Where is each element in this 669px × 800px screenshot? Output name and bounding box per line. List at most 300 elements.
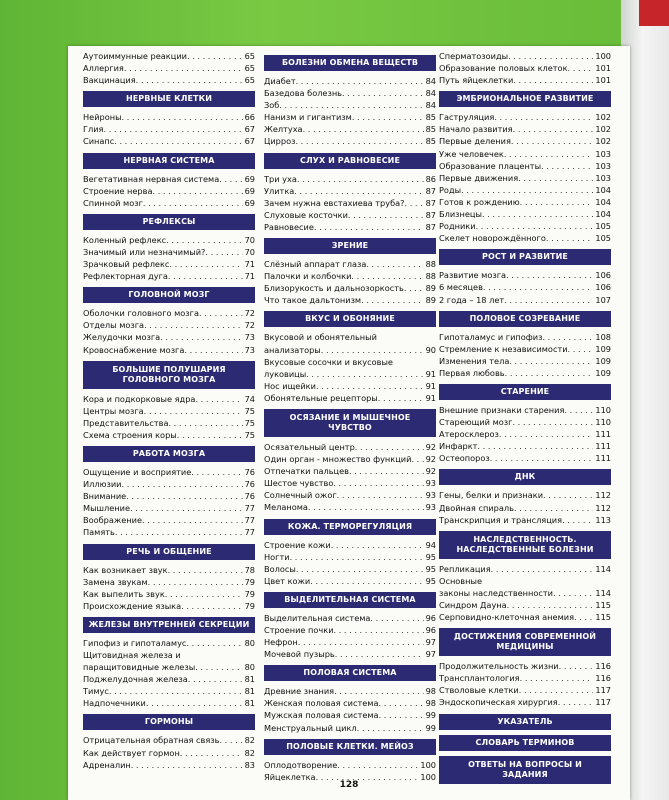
dot-leader [321, 344, 424, 356]
toc-entry[interactable] [83, 514, 255, 526]
toc-page [68, 46, 630, 800]
dot-leader [126, 490, 242, 502]
toc-entry-title: Меланома [264, 502, 308, 513]
toc-entry[interactable] [264, 441, 436, 453]
toc-entry[interactable] [439, 355, 611, 367]
toc-entry[interactable] [439, 172, 611, 184]
toc-entry-page: 95 [425, 563, 436, 574]
toc-entry-page: 90 [425, 344, 436, 355]
toc-entry[interactable] [264, 173, 436, 185]
dot-leader [562, 514, 593, 526]
toc-entry-title: Изменения тела [439, 355, 510, 366]
toc-entry-page: 108 [595, 331, 611, 342]
toc-entry-page: 69 [244, 173, 255, 184]
toc-entry[interactable] [439, 135, 611, 147]
toc-entry-title: Выделительная система [264, 612, 371, 623]
dot-leader [546, 232, 594, 244]
toc-entry-title: луковицы [264, 368, 307, 379]
toc-entry-title: Путь яйцеклетки [439, 75, 514, 86]
toc-entry[interactable] [264, 465, 436, 477]
section-header: СЛОВАРЬ ТЕРМИНОВ [439, 735, 611, 751]
toc-entry[interactable] [264, 685, 436, 697]
toc-entry[interactable] [439, 696, 611, 708]
toc-entry[interactable] [264, 759, 436, 771]
toc-entry-page: 82 [244, 735, 255, 746]
toc-entry-title: Три уха [264, 173, 297, 184]
toc-entry-title: Желудочки мозга [83, 332, 161, 343]
toc-entry[interactable] [439, 611, 611, 623]
toc-entry[interactable] [83, 478, 255, 490]
dot-leader [490, 452, 594, 464]
toc-entry-page: 77 [244, 515, 255, 526]
dot-leader [195, 661, 242, 673]
toc-entry-title: Вкусовой и обонятельный [264, 332, 377, 343]
toc-entry[interactable] [83, 185, 255, 197]
dot-leader [335, 648, 424, 660]
toc-entry[interactable] [83, 759, 255, 771]
toc-entry[interactable] [83, 466, 255, 478]
dot-leader [508, 50, 593, 62]
section-header: ВЫДЕЛИТЕЛЬНАЯ СИСТЕМА [264, 592, 436, 608]
section-header: БОЛЕЗНИ ОБМЕНА ВЕЩЕСТВ [264, 55, 436, 71]
section-header: ГОРМОНЫ [83, 714, 255, 730]
toc-entry-page: 89 [425, 283, 436, 294]
toc-entry[interactable] [264, 135, 436, 147]
toc-entry-title: Цирроз [264, 136, 296, 147]
toc-entry[interactable] [83, 673, 255, 685]
toc-entry-page: 99 [425, 710, 436, 721]
toc-entry-page: 79 [244, 600, 255, 611]
toc-entry[interactable] [264, 87, 436, 99]
toc-entry[interactable] [439, 74, 611, 86]
dot-leader [181, 600, 242, 612]
toc-entry-title: Солнечный ожог [264, 490, 337, 501]
toc-entry-title: Аутоиммунные реакции [83, 51, 187, 61]
dot-leader [294, 185, 423, 197]
section-header: НЕРВНАЯ СИСТЕМА [83, 153, 255, 169]
toc-entry-title: Обонятельные рецепторы [264, 392, 378, 403]
toc-entry[interactable] [83, 173, 255, 185]
toc-entry[interactable] [264, 344, 436, 356]
toc-entry[interactable] [83, 393, 255, 405]
toc-entry[interactable] [439, 269, 611, 281]
toc-entry-page: 92 [425, 454, 436, 465]
toc-entry[interactable] [264, 636, 436, 648]
toc-entry-page: 98 [425, 698, 436, 709]
toc-entry-title: Диабет [264, 76, 296, 86]
toc-entry[interactable] [83, 649, 255, 661]
toc-entry-title: Мочевой пузырь [264, 649, 335, 660]
dot-leader [482, 208, 593, 220]
dot-leader [378, 392, 424, 404]
dot-leader [187, 50, 243, 62]
toc-entry[interactable] [439, 343, 611, 355]
dot-leader [146, 697, 243, 709]
toc-entry-page: 73 [244, 344, 255, 355]
toc-entry[interactable] [264, 185, 436, 197]
dot-leader [166, 234, 242, 246]
toc-entry-title: Близнецы [439, 209, 482, 220]
dot-leader [574, 611, 593, 623]
dot-leader [542, 331, 593, 343]
dot-leader [308, 501, 424, 513]
toc-entry-page: 69 [244, 185, 255, 196]
toc-entry[interactable] [264, 624, 436, 636]
dot-leader [115, 526, 243, 538]
toc-entry-title: Схема строения коры [83, 429, 177, 440]
toc-entry-title: Иллюзии [83, 479, 122, 490]
red-corner-mark [639, 0, 669, 26]
section-header: ВКУС И ОБОНЯНИЕ [264, 311, 436, 327]
dot-leader [148, 576, 243, 588]
toc-entry[interactable] [264, 709, 436, 721]
toc-entry-page: 81 [244, 698, 255, 709]
toc-entry-page: 87 [425, 185, 436, 196]
toc-entry[interactable] [439, 281, 611, 293]
section-header: ГОЛОВНОЙ МОЗГ [83, 287, 255, 303]
toc-entry[interactable] [83, 661, 255, 673]
toc-entry[interactable] [264, 221, 436, 233]
dot-leader [342, 87, 424, 99]
dot-leader [130, 502, 243, 514]
section-header: РЕФЛЕКСЫ [83, 214, 255, 230]
toc-entry[interactable] [83, 123, 255, 135]
toc-entry[interactable] [439, 404, 611, 416]
toc-entry[interactable] [439, 123, 611, 135]
toc-entry[interactable] [264, 392, 436, 404]
toc-entry[interactable] [264, 380, 436, 392]
toc-entry-page: 72 [244, 320, 255, 331]
toc-entry-title: Шестое чувство [264, 478, 334, 489]
toc-entry[interactable] [439, 672, 611, 684]
toc-entry-title: Значимый или незначимый? [83, 246, 206, 257]
toc-entry[interactable] [439, 208, 611, 220]
toc-entry[interactable] [83, 111, 255, 123]
toc-entry[interactable] [439, 294, 611, 306]
dot-leader [316, 380, 424, 392]
toc-entry-page: 102 [595, 124, 611, 135]
dot-leader [333, 477, 423, 489]
toc-entry[interactable] [264, 453, 436, 465]
dot-leader [279, 99, 423, 111]
dot-leader [370, 612, 423, 624]
dot-leader [337, 759, 418, 771]
toc-entry-page: 102 [595, 136, 611, 147]
toc-entry-page: 95 [425, 551, 436, 562]
toc-entry-page: 99 [425, 722, 436, 733]
toc-entry[interactable] [264, 197, 436, 209]
dot-leader [543, 489, 593, 501]
toc-entry[interactable] [264, 575, 436, 587]
toc-entry[interactable] [83, 490, 255, 502]
toc-entry[interactable] [439, 575, 611, 587]
toc-entry-page: 107 [595, 294, 611, 305]
toc-entry-page: 69 [244, 197, 255, 208]
toc-entry-page: 93 [425, 502, 436, 513]
toc-entry[interactable] [264, 612, 436, 624]
toc-entry[interactable] [83, 135, 255, 147]
toc-entry[interactable] [264, 111, 436, 123]
toc-entry[interactable] [439, 428, 611, 440]
toc-entry-page: 82 [244, 747, 255, 758]
dot-leader [297, 173, 424, 185]
toc-entry[interactable] [83, 405, 255, 417]
toc-entry-page: 91 [425, 380, 436, 391]
toc-entry[interactable] [439, 62, 611, 74]
dot-leader [477, 440, 593, 452]
toc-entry-page: 105 [595, 233, 611, 244]
toc-entry[interactable] [439, 232, 611, 244]
toc-entry-page: 96 [425, 625, 436, 635]
dot-leader [509, 355, 593, 367]
toc-entry[interactable] [264, 368, 436, 380]
toc-entry-page: 91 [425, 392, 436, 403]
dot-leader [504, 294, 593, 306]
toc-entry[interactable] [439, 196, 611, 208]
section-header: СЛУХ И РАВНОВЕСИЕ [264, 153, 436, 169]
toc-entry-title: Отделы мозга [83, 320, 145, 331]
toc-entry[interactable] [83, 502, 255, 514]
toc-entry[interactable] [83, 697, 255, 709]
toc-entry[interactable] [439, 367, 611, 379]
toc-entry-title: 2 года – 18 лет [439, 294, 505, 305]
toc-entry-page: 116 [595, 673, 611, 684]
toc-entry-title: Равновесие [264, 221, 314, 232]
toc-entry[interactable] [439, 331, 611, 343]
toc-entry-title: анализаторы [264, 344, 321, 355]
dot-leader [144, 319, 243, 331]
toc-entry-title: Рефлекторная дуга [83, 271, 168, 282]
toc-entry-page: 71 [244, 259, 255, 270]
toc-entry-title: Слёзный аппарат глаза [264, 259, 367, 270]
toc-entry[interactable] [439, 220, 611, 232]
toc-entry[interactable] [264, 551, 436, 563]
toc-entry-title: Стволовые клетки [439, 685, 519, 696]
toc-entry-title: Как действует гормон [83, 747, 180, 758]
dot-leader [219, 734, 242, 746]
toc-entry-page: 86 [425, 173, 436, 184]
toc-entry-title: Стремление к независимости [439, 343, 568, 354]
dot-leader [303, 123, 424, 135]
toc-entry[interactable] [264, 501, 436, 513]
toc-entry-title: Улитка [264, 185, 295, 196]
toc-entry[interactable] [439, 599, 611, 611]
dot-leader [568, 62, 594, 74]
toc-entry[interactable] [264, 331, 436, 343]
dot-leader [411, 453, 423, 465]
dot-leader [491, 563, 594, 575]
dot-leader [349, 465, 424, 477]
toc-entry[interactable] [264, 356, 436, 368]
toc-entry[interactable] [83, 258, 255, 270]
toc-entry[interactable] [83, 74, 255, 86]
toc-entry-page: 79 [244, 576, 255, 587]
toc-entry-title: Образование половых клеток [439, 63, 568, 74]
dot-leader [103, 123, 242, 135]
section-header: ЗРЕНИЕ [264, 238, 436, 254]
toc-entry-page: 103 [595, 172, 611, 183]
toc-entry-page: 72 [244, 308, 255, 319]
dot-leader [405, 197, 424, 209]
toc-entry[interactable] [83, 637, 255, 649]
dot-leader [564, 404, 593, 416]
toc-entry-title: Синапс [83, 136, 115, 147]
toc-entry-page: 97 [425, 649, 436, 660]
toc-entry[interactable] [83, 576, 255, 588]
toc-entry-page: 85 [425, 124, 436, 135]
toc-entry-page: 117 [595, 697, 611, 708]
dot-leader [568, 343, 594, 355]
toc-entry[interactable] [264, 539, 436, 551]
toc-entry-title: Надпочечники [83, 698, 146, 709]
toc-entry-page: 109 [595, 367, 611, 378]
toc-entry[interactable] [83, 685, 255, 697]
toc-entry[interactable] [439, 111, 611, 123]
toc-entry[interactable] [264, 697, 436, 709]
toc-entry[interactable] [83, 307, 255, 319]
toc-entry[interactable] [439, 660, 611, 672]
toc-entry-title: Нос ищейки [264, 380, 316, 391]
section-header: ОСЯЗАНИЕ И МЫШЕЧНОЕ ЧУВСТВО [264, 409, 436, 437]
toc-entry-page: 76 [244, 479, 255, 490]
toc-entry[interactable] [264, 489, 436, 501]
toc-entry-page: 87 [425, 209, 436, 220]
toc-entry[interactable] [439, 148, 611, 160]
toc-entry[interactable] [264, 648, 436, 660]
toc-entry[interactable] [83, 234, 255, 246]
toc-entry[interactable] [439, 563, 611, 575]
toc-entry[interactable] [83, 526, 255, 538]
toc-entry-title: Остеопороз [439, 453, 490, 464]
dot-leader [295, 135, 423, 147]
toc-entry-page: 83 [244, 759, 255, 770]
toc-entry[interactable] [83, 62, 255, 74]
toc-entry-title: Гипоталамус и гипофиз [439, 331, 543, 342]
toc-entry-page: 70 [244, 234, 255, 245]
toc-entry[interactable] [83, 246, 255, 258]
dot-leader [142, 514, 243, 526]
toc-entry-page: 96 [425, 612, 436, 623]
toc-entry[interactable] [83, 270, 255, 282]
toc-entry[interactable] [264, 270, 436, 282]
toc-entry-page: 109 [595, 355, 611, 366]
dot-leader [296, 563, 424, 575]
toc-entry[interactable] [83, 331, 255, 343]
dot-leader [499, 428, 593, 440]
toc-entry-page: 101 [595, 75, 611, 86]
toc-entry[interactable] [264, 477, 436, 489]
toc-entry-title: Память [83, 527, 115, 538]
toc-entry[interactable] [83, 734, 255, 746]
toc-entry[interactable] [83, 588, 255, 600]
toc-entry[interactable] [264, 282, 436, 294]
toc-entry-title: Нейроны [83, 112, 122, 123]
toc-entry-page: 111 [595, 441, 611, 452]
toc-entry[interactable] [439, 452, 611, 464]
toc-entry-title: Щитовидная железа и [83, 650, 181, 660]
dot-leader [366, 258, 423, 270]
toc-entry-page: 100 [420, 759, 436, 770]
toc-entry[interactable] [439, 440, 611, 452]
toc-entry[interactable] [264, 294, 436, 306]
toc-entry[interactable] [83, 564, 255, 576]
toc-entry-page: 113 [595, 514, 611, 525]
toc-entry[interactable] [439, 489, 611, 501]
toc-entry[interactable] [439, 502, 611, 514]
toc-entry-page: 106 [595, 270, 611, 281]
toc-entry-page: 79 [244, 588, 255, 599]
toc-entry[interactable] [264, 722, 436, 734]
toc-entry[interactable] [83, 429, 255, 441]
dot-leader [379, 697, 424, 709]
toc-entry-page: 112 [595, 490, 611, 501]
toc-entry[interactable] [83, 344, 255, 356]
toc-entry-page: 76 [244, 466, 255, 477]
toc-entry-title: Близорукость и дальнозоркость [264, 283, 404, 294]
toc-entry[interactable] [83, 197, 255, 209]
toc-entry[interactable] [264, 99, 436, 111]
toc-entry[interactable] [83, 600, 255, 612]
toc-entry[interactable] [439, 514, 611, 526]
toc-entry-title: Кора и подкорковые ядра [83, 393, 196, 404]
toc-entry-page: 92 [425, 441, 436, 452]
section-header: УКАЗАТЕЛЬ [439, 714, 611, 730]
dot-leader [160, 331, 242, 343]
toc-entry[interactable] [83, 50, 255, 62]
toc-entry-page: 65 [244, 75, 255, 86]
toc-entry-title: Оплодотворение [264, 759, 338, 770]
toc-entry[interactable] [264, 123, 436, 135]
toc-entry[interactable] [439, 50, 611, 62]
toc-entry-title: Зачем нужна евстахиева труба? [264, 197, 405, 208]
toc-entry-page: 104 [595, 209, 611, 220]
toc-entry[interactable] [83, 319, 255, 331]
toc-entry[interactable] [439, 684, 611, 696]
toc-entry[interactable] [439, 416, 611, 428]
dot-leader [348, 209, 424, 221]
toc-entry[interactable] [264, 258, 436, 270]
dot-leader [519, 684, 594, 696]
toc-entry-title: Адреналин [83, 759, 131, 770]
toc-entry-page: 74 [244, 393, 255, 404]
toc-entry[interactable] [83, 747, 255, 759]
dot-leader [298, 636, 424, 648]
toc-entry[interactable] [439, 587, 611, 599]
toc-entry-page: 92 [425, 466, 436, 477]
toc-entry-title: Строение почки [264, 625, 334, 635]
toc-entry-page: 76 [244, 491, 255, 502]
section-header: ЭМБРИОНАЛЬНОЕ РАЗВИТИЕ [439, 91, 611, 107]
section-header: ПОЛОВЫЕ КЛЕТКИ. МЕЙОЗ [264, 739, 436, 755]
toc-entry[interactable] [264, 75, 436, 87]
toc-entry[interactable] [264, 563, 436, 575]
toc-entry[interactable] [264, 209, 436, 221]
toc-entry-title: Инфаркт [439, 441, 478, 452]
toc-entry-page: 104 [595, 196, 611, 207]
toc-entry[interactable] [439, 160, 611, 172]
toc-entry-page: 87 [425, 221, 436, 232]
dot-leader [404, 282, 424, 294]
toc-entry-page: 101 [595, 63, 611, 74]
toc-column-2 [264, 50, 436, 783]
section-header: КОЖА. ТЕРМОРЕГУЛЯЦИЯ [264, 519, 436, 535]
toc-entry-page: 88 [425, 271, 436, 282]
toc-entry[interactable] [439, 184, 611, 196]
dot-leader [169, 258, 242, 270]
toc-entry[interactable] [83, 417, 255, 429]
toc-entry-title: Вакцинация [83, 75, 136, 86]
toc-entry-page: 98 [425, 686, 436, 697]
